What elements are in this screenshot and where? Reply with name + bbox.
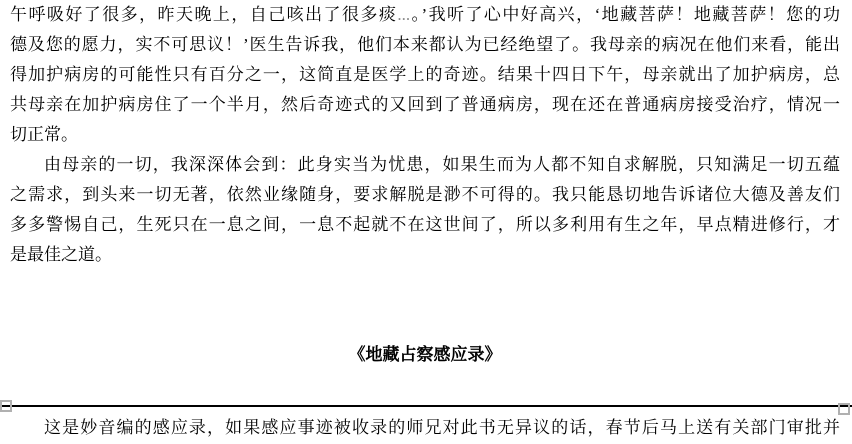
page1-text-block	[10, 0, 840, 370]
ellipsis-text: ...	[397, 5, 411, 24]
para1-line-1-text-cont: 。’我听了心中好高兴，‘地藏菩萨！地藏菩萨！您的功	[410, 5, 840, 24]
para1-line-5: 切正常。	[10, 125, 78, 144]
para1-line-3: 得加护病房的可能性只有百分之一，这简直是医学上的奇迹。结果十四日下午，母亲就出了加护病房，总	[10, 65, 840, 84]
page-margin-handle-left	[0, 400, 12, 412]
para1-line-1-text: 午呼吸好了很多，昨天晚上，自己咳出了很多痰	[10, 5, 398, 24]
para2-line-2: 之需求，到头来一切无著，依然业缘随身，要求解脱是渺不可得的。我只能恳切地告诉诸位大德及善友们	[10, 185, 840, 204]
para2-line-3: 多多警惕自己，生死只在一息之间，一息不起就不在这世间了，所以多利用有生之年，早点精进修行，才	[10, 215, 840, 234]
section-title: 《地藏占察感应录》	[348, 345, 502, 364]
page-break-divider	[0, 405, 852, 407]
para1-line-2: 德及您的愿力，实不可思议！’医生告诉我，他们本来都认为已经绝望了。我母亲的病况在他们来看，能出	[10, 35, 840, 54]
para1-line-4: 共母亲在加护病房住了一个半月，然后奇迹式的又回到了普通病房，现在还在普通病房接受治疗，情况一	[10, 95, 840, 114]
para3-line-1: 这是妙音编的感应录，如果感应事迹被收录的师兄对此书无异议的话，春节后马上送有关部门审批并	[44, 418, 840, 437]
para2-line-4: 是最佳之道。	[10, 245, 112, 264]
para1-line-1	[10, 0, 840, 30]
page2-text-block	[10, 413, 840, 443]
para2-line-1: 由母亲的一切，我深深体会到：此身实当为忧患，如果生而为人都不知自求解脱，只知满足一切五蕴	[44, 155, 840, 174]
